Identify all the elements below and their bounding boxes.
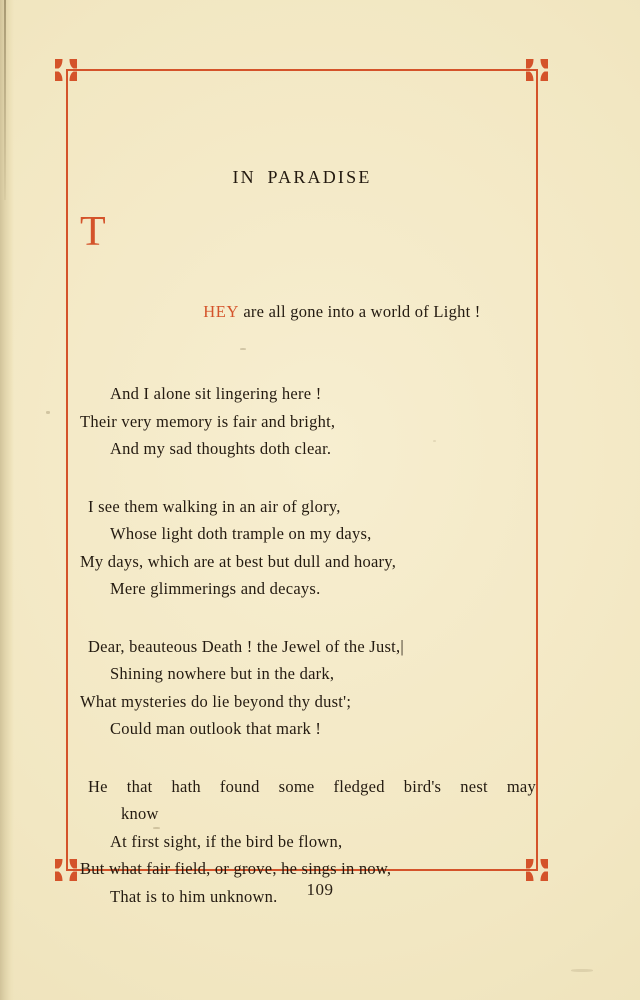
stanza xyxy=(66,209,538,463)
poem-line: I see them walking in an air of glory, xyxy=(88,496,341,516)
poem-line-continuation: know xyxy=(121,804,159,823)
poem-line: At first sight, if the bird be flown, xyxy=(110,831,343,851)
drop-cap-letter: T xyxy=(80,209,106,255)
opening-small-caps: HEY xyxy=(203,301,239,321)
scan-artifact xyxy=(240,348,246,350)
page-gutter-shadow-line xyxy=(4,0,6,200)
poem-line: And my sad thoughts doth clear. xyxy=(110,439,332,458)
scan-artifact xyxy=(153,827,160,829)
poem-line: Shining nowhere but in the dark, xyxy=(110,664,335,683)
opening-line-remainder: are all gone into a world of Light ! xyxy=(238,301,481,321)
poem-line: Their very memory is fair and bright, xyxy=(80,411,336,431)
poem-line: Mere glimmerings and decays. xyxy=(110,579,321,598)
poem-line: He that hath found some fledged bird's nest may xyxy=(88,776,536,796)
poem-line: But what fair field, or grove, he sings in now, xyxy=(80,859,392,878)
poem-line xyxy=(66,209,538,380)
page-number: 109 xyxy=(306,880,334,899)
poem-line: Dear, beauteous Death ! the Jewel of the Just,| xyxy=(88,636,404,656)
poem-title: IN PARADISE xyxy=(232,167,372,187)
poem-line: That is to him unknown. xyxy=(110,886,278,906)
scan-artifact xyxy=(433,440,436,442)
scan-artifact xyxy=(571,969,593,972)
stanza xyxy=(66,633,538,743)
page-gutter-edge xyxy=(0,0,14,1000)
poem-body xyxy=(66,209,538,940)
poem-line: Whose light doth trample on my days, xyxy=(110,524,372,543)
poem-line: What mysteries do lie beyond thy dust'; xyxy=(80,691,352,711)
stanza xyxy=(66,493,538,603)
scan-artifact xyxy=(46,411,50,414)
poem-line: My days, which are at best but dull and hoary, xyxy=(80,551,397,571)
poem-line: And I alone sit lingering here ! xyxy=(110,384,322,403)
poem-line: Could man outlook that mark ! xyxy=(110,719,322,738)
